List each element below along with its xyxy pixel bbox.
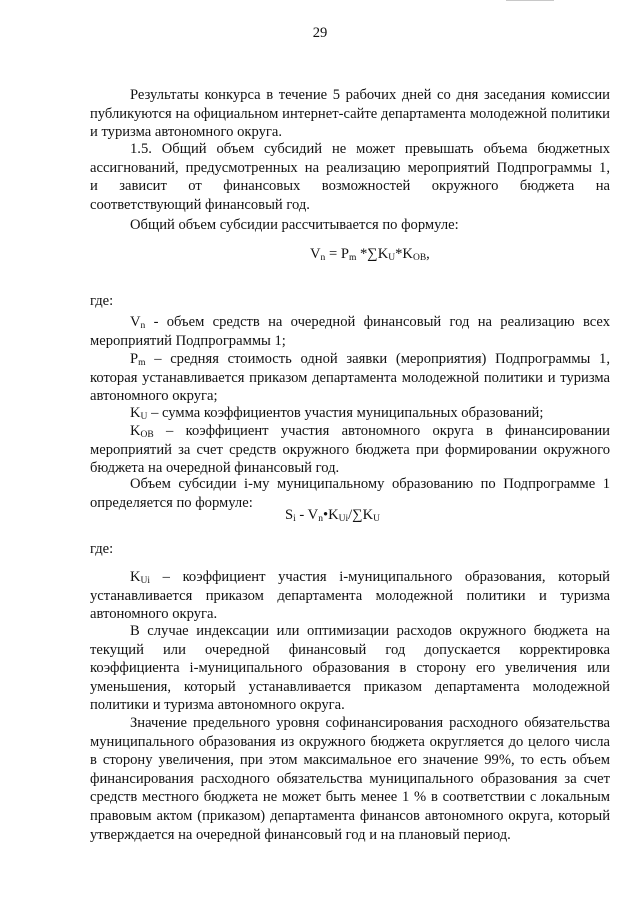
definition-kob: $K_{OB}$ – коэффициент участия автономного округа в финансировании мероприятий за счет средств окружного бюджета при формировании окружного бюджета на очередной финансовый год.: [90, 423, 610, 477]
paragraph-contest-results: Результаты конкурса в течение 5 рабочих дней со дня заседания комиссии публикуются на официальном интернет-сайте департамента молодежной политики и туризма автономного округа.: [90, 87, 610, 141]
definition-kui: $K_{Ui}$ – коэффициент участия i-муниципального образования, который устанавливается приказом департамента молодежной политики и туризма автономного округа.: [90, 569, 610, 623]
top-edge-line: [506, 0, 554, 1]
paragraph-municipal-subsidy: Объем субсидии i-му муниципальному образованию по Подпрограмме 1 определяется по формуле:: [90, 476, 610, 511]
where-label-1: где:: [90, 293, 114, 309]
where-label-2: где:: [90, 541, 114, 557]
paragraph-formula-intro: Общий объем субсидии рассчитывается по формуле:: [130, 217, 459, 233]
formula-municipal-subsidy: $S_i$ - $V_n•K_{Ui}/\sum K_U$: [285, 507, 381, 524]
page-number: 29: [312, 25, 328, 41]
paragraph-1-5-part-b: и зависит от финансовых возможностей окружного бюджета на: [90, 178, 610, 194]
paragraph-1-5-part-c: соответствующий финансовый год.: [90, 197, 310, 213]
paragraph-1-5-part-a: 1.5. Общий объем субсидий не может превышать объема бюджетных ассигнований, предусмотренных на реализацию мероприятий Подпрограммы 1,: [90, 141, 610, 176]
definition-vn: $V_n$ - объем средств на очередной финансовый год на реализацию всех мероприятий Подпрограммы 1;: [90, 314, 610, 349]
definition-ku: $K_U$ – сумма коэффициентов участия муниципальных образований;: [130, 405, 544, 422]
paragraph-cofinancing-level: Значение предельного уровня софинансирования расходного обязательства муниципального образования из окружного бюджета округляется до целого числа в сторону увеличения, при этом максимальное его значение 99%, то есть объем финансирования расходного обязательства муниципального образования за счет средств местного бюджета не может быть менее 1 % в соответствии с локальным правовым актом (приказом) департамента финансов автономного округа, который утверждается на очередной финансовый год и на плановый период.: [90, 715, 610, 843]
definition-pm: $P_m$ – средняя стоимость одной заявки (мероприятия) Подпрограммы 1, которая устанавливается приказом департамента молодежной политики и туризма автономного округа;: [90, 351, 610, 405]
paragraph-indexation: В случае индексации или оптимизации расходов окружного бюджета на текущий или очередной финансовый год допускается корректировка коэффициента i-муниципального образования в сторону его увеличения или уменьшения, который устанавливается приказом департамента молодежной политики и туризма автономного округа.: [90, 623, 610, 714]
formula-total-subsidy: $V_n = P_m$ $*\sum K_U*K_{OB}$,: [310, 246, 430, 263]
